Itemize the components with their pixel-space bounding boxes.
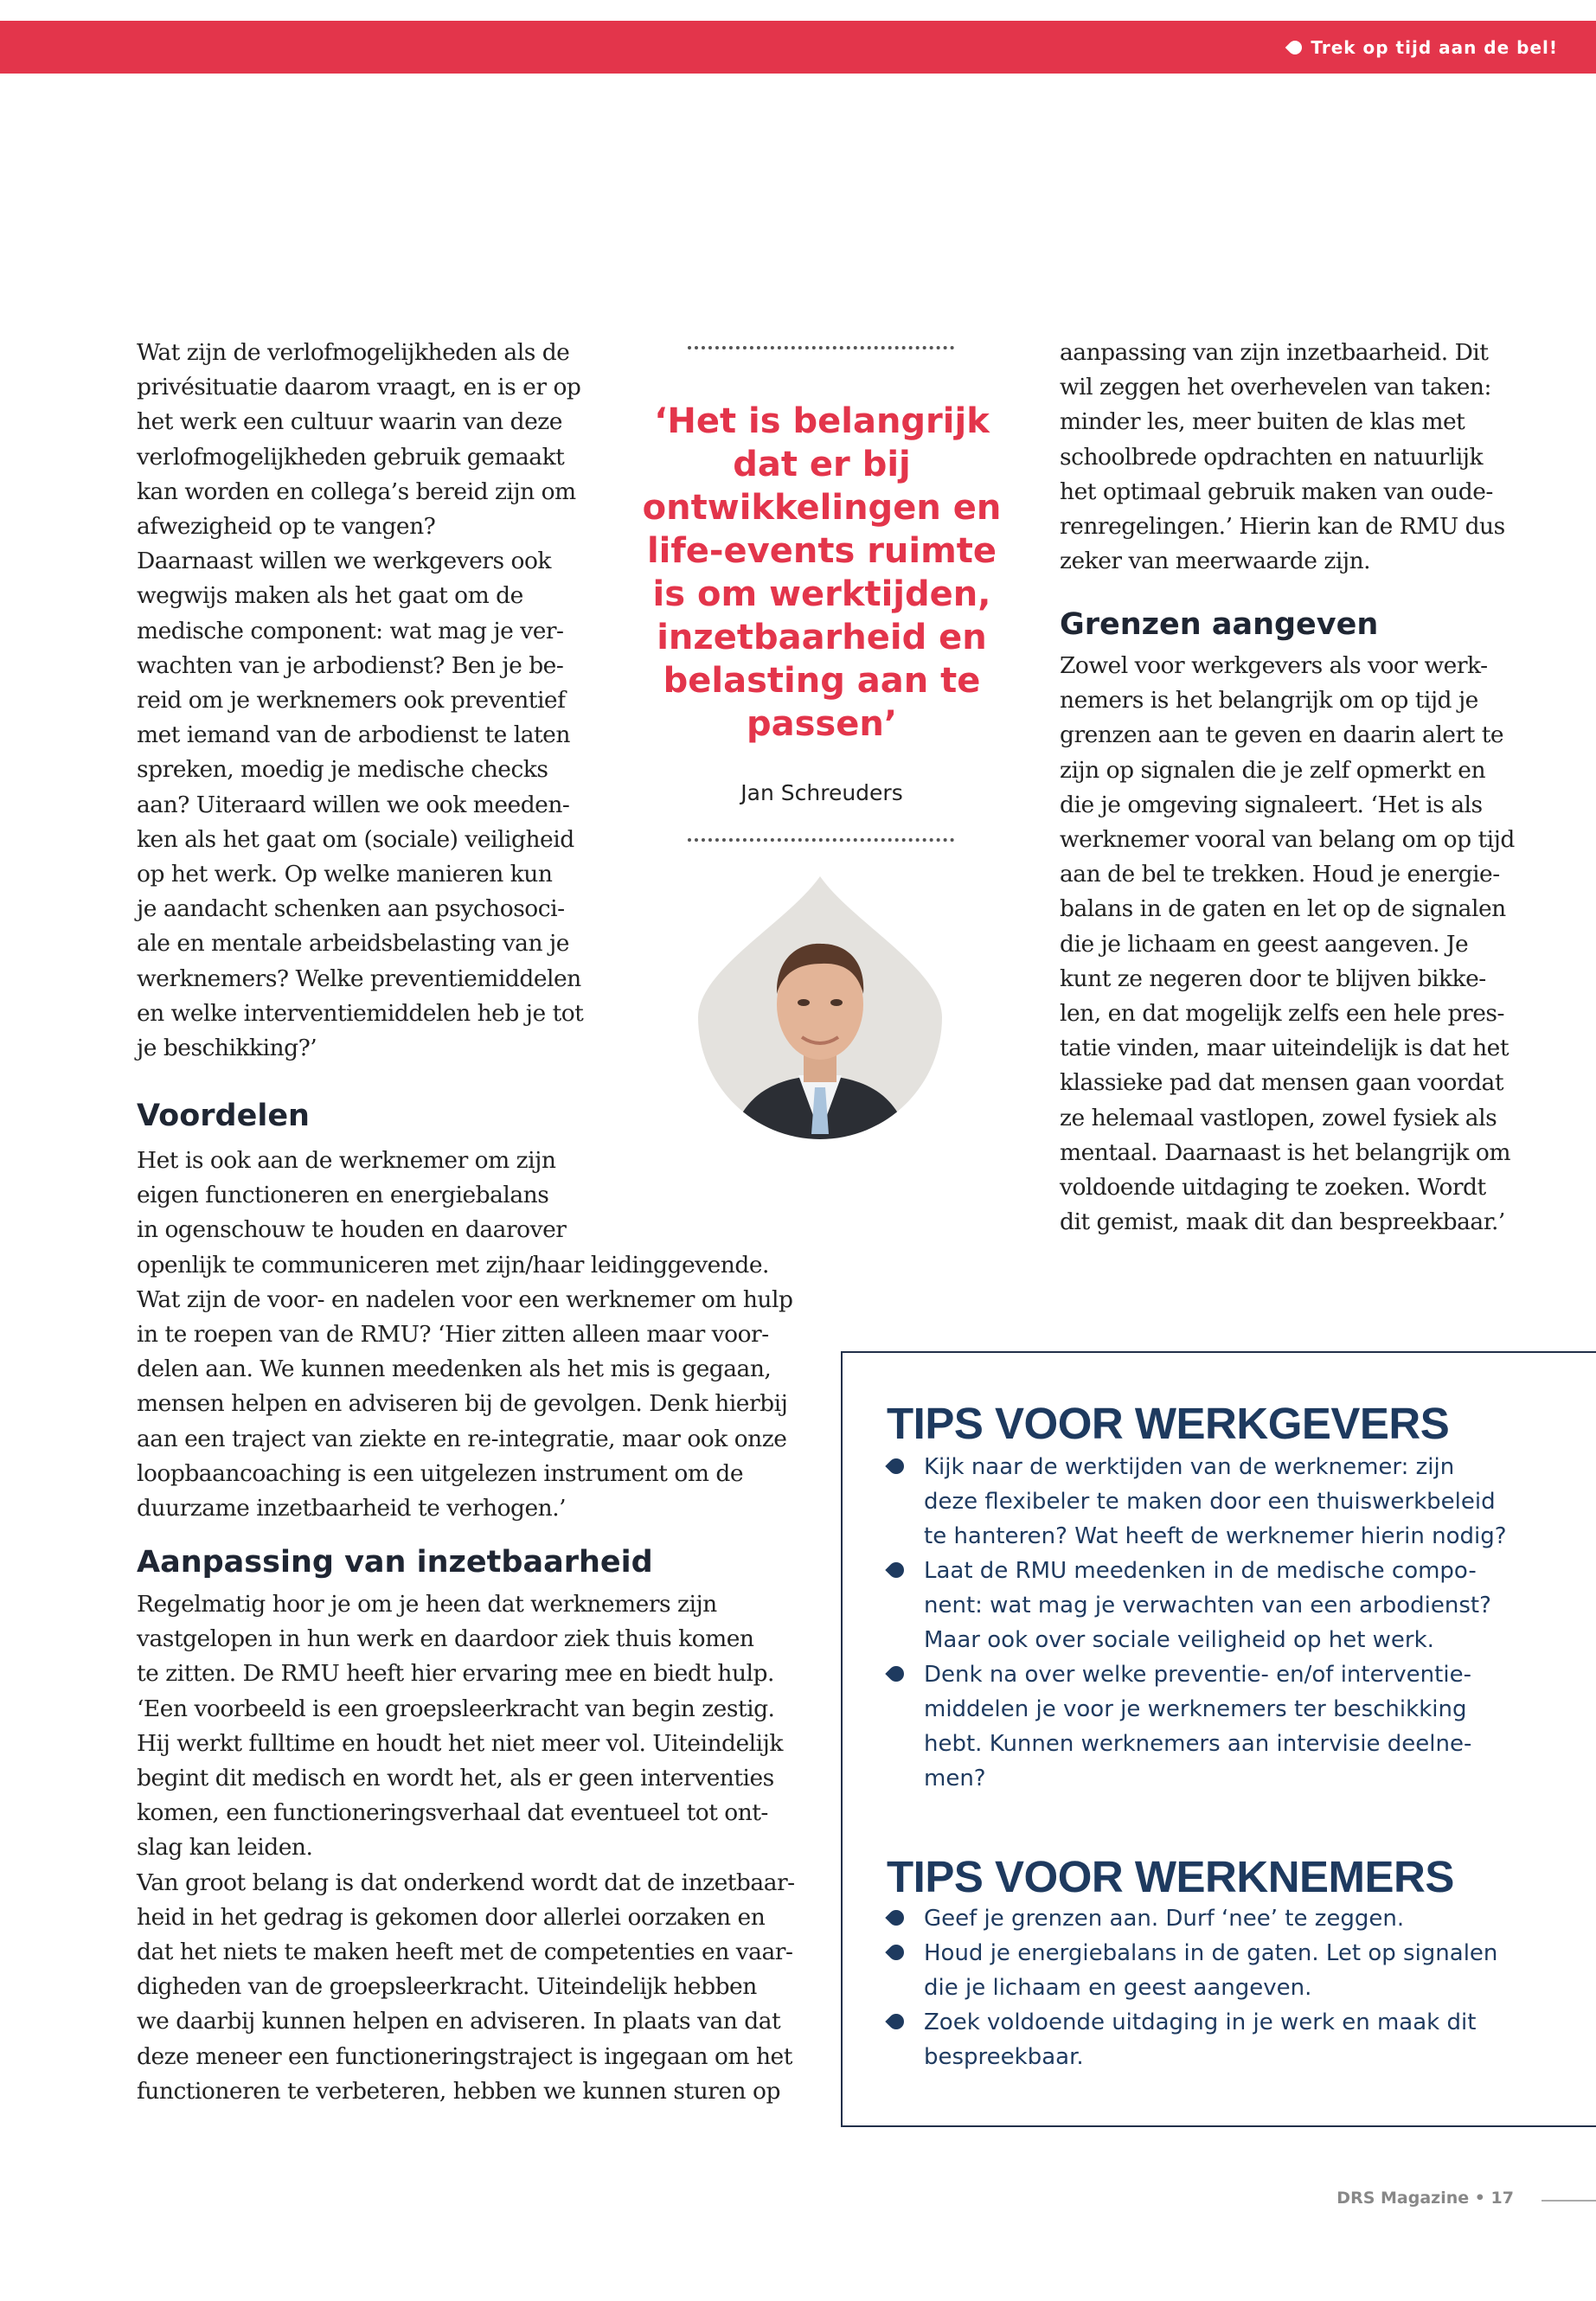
text-line: Van groot belang is dat onderkend wordt dat de inzetbaar- <box>137 1868 795 1896</box>
quote-author: Jan Schreuders <box>740 780 903 805</box>
tip-item <box>887 1657 1579 1796</box>
text-line: balans in de gaten en let op de signalen <box>1060 895 1506 923</box>
grenzen-heading: Grenzen aangeven <box>1060 607 1379 642</box>
text-line: zeker van meerwaarde zijn. <box>1060 548 1371 575</box>
tip-item <box>887 1901 1579 1936</box>
text-line: renregelingen.’ Hierin kan de RMU dus <box>1060 513 1505 541</box>
text-line: dit gemist, maak dit dan bespreekbaar.’ <box>1060 1208 1505 1236</box>
footer-rule <box>1542 2200 1596 2202</box>
text-line: len, en dat mogelijk zelfs een hele pres- <box>1060 1000 1504 1028</box>
text-line: mensen helpen en adviseren bij de gevolgen. Denk hierbij <box>137 1390 788 1418</box>
text-line: wachten van je arbodienst? Ben je be- <box>137 651 564 679</box>
text-line: Hij werkt fulltime en houdt het niet meer vol. Uiteindelijk <box>137 1729 783 1757</box>
tip-line: Maar ook over sociale veiligheid op het werk. <box>924 1627 1434 1653</box>
text-line: dat het niets te maken heeft met de competenties en vaar- <box>137 1939 793 1966</box>
bullet-drop-icon <box>885 2010 907 2032</box>
tip-item <box>887 1554 1579 1657</box>
bullet-drop-icon <box>885 1941 907 1963</box>
left-column-text <box>137 336 604 1066</box>
aanpassing-body <box>137 1587 811 2109</box>
page-number: 17 <box>1490 2189 1514 2208</box>
text-line: grenzen aan te geven en daarin alert te <box>1060 721 1504 749</box>
text-line: verlofmogelijkheden gebruik gemaakt <box>137 443 565 471</box>
tip-line: te hanteren? Wat heeft de werknemer hierin nodig? <box>924 1523 1507 1549</box>
quote-line: ‘Het is belangrijk <box>654 401 990 441</box>
tip-line: Laat de RMU meedenken in de medische compo- <box>924 1558 1477 1584</box>
text-line: wegwijs maken als het gaat om de <box>137 582 523 610</box>
text-line: privésituatie daarom vraagt, en is er op <box>137 374 581 401</box>
quote-line: passen’ <box>746 704 898 744</box>
text-line: schoolbrede opdrachten en natuurlijk <box>1060 443 1484 471</box>
quote-divider-top <box>688 346 954 349</box>
text-line: tatie vinden, maar uiteindelijk is dat het <box>1060 1035 1509 1062</box>
footer <box>1336 2189 1514 2208</box>
text-line: ze helemaal vastlopen, zowel fysiek als <box>1060 1104 1497 1131</box>
text-line: die je lichaam en geest aangeven. Je <box>1060 930 1469 958</box>
text-line: slag kan leiden. <box>137 1834 313 1862</box>
text-line: functioneren te verbeteren, hebben we kunnen sturen op <box>137 2077 780 2105</box>
tip-line: hebt. Kunnen werknemers aan intervisie deelne- <box>924 1731 1472 1757</box>
quote-line: inzetbaarheid en <box>657 618 987 657</box>
text-line: Wat zijn de voor- en nadelen voor een werknemer om hulp <box>137 1285 793 1313</box>
tips-werknemers-title: TIPS VOOR WERKNEMERS <box>887 1852 1454 1901</box>
text-line: ale en mentale arbeidsbelasting van je <box>137 930 569 958</box>
text-line: delen aan. We kunnen meedenken als het mis is gegaan, <box>137 1356 772 1383</box>
drop-icon <box>1285 38 1305 58</box>
voordelen-body <box>137 1144 811 1526</box>
text-line: met iemand van de arbodienst te laten <box>137 721 570 749</box>
text-line: mentaal. Daarnaast is het belangrijk om <box>1060 1138 1510 1166</box>
text-line: je beschikking?’ <box>137 1035 317 1062</box>
pull-quote <box>640 400 1003 746</box>
text-line: spreken, moedig je medische checks <box>137 756 548 784</box>
tips-werkgevers-title: TIPS VOOR WERKGEVERS <box>887 1399 1450 1448</box>
tip-line: bespreekbaar. <box>924 2044 1084 2070</box>
bullet-drop-icon <box>885 1907 907 1928</box>
text-line: kunt ze negeren door te blijven bikke- <box>1060 965 1486 992</box>
text-line: ken als het gaat om (sociale) veiligheid <box>137 825 574 853</box>
text-line: het optimaal gebruik maken van oude- <box>1060 478 1493 505</box>
text-line: digheden van de groepsleerkracht. Uiteindelijk hebben <box>137 1973 757 2001</box>
text-line: heid in het gedrag is gekomen door allerlei oorzaken en <box>137 1903 766 1931</box>
text-line: wil zeggen het overhevelen van taken: <box>1060 374 1491 401</box>
text-line: aan een traject van ziekte en re-integratie, maar ook onze <box>137 1425 787 1452</box>
text-line: Regelmatig hoor je om je heen dat werknemers zijn <box>137 1591 717 1618</box>
bullet-drop-icon <box>885 1455 907 1477</box>
bullet-drop-icon <box>885 1663 907 1684</box>
text-line: vastgelopen in hun werk en daardoor ziek thuis komen <box>137 1625 754 1653</box>
tips-werkgevers-list <box>887 1450 1579 1796</box>
text-line: aanpassing van zijn inzetbaarheid. Dit <box>1060 339 1489 366</box>
grenzen-body <box>1060 649 1544 1240</box>
text-line: kan worden en collega’s bereid zijn om <box>137 478 576 505</box>
text-line: het werk een cultuur waarin van deze <box>137 408 562 436</box>
portrait-photo <box>696 875 944 1140</box>
tip-line: Zoek voldoende uitdaging in je werk en maak dit <box>924 2009 1477 2035</box>
text-line: klassieke pad dat mensen gaan voordat <box>1060 1069 1504 1097</box>
header-bar <box>0 21 1596 74</box>
aanpassing-heading: Aanpassing van inzetbaarheid <box>137 1545 653 1580</box>
tip-line: men? <box>924 1766 986 1791</box>
magazine-name: DRS Magazine <box>1336 2189 1470 2208</box>
text-line: begint dit medisch en wordt het, als er geen interventies <box>137 1765 774 1792</box>
text-line: afwezigheid op te vangen? <box>137 513 436 541</box>
text-line: aan? Uiteraard willen we ook meeden- <box>137 791 570 818</box>
text-line: deze meneer een functioneringstraject is ingegaan om het <box>137 2042 792 2070</box>
tip-line: Kijk naar de werktijden van de werknemer: zijn <box>924 1454 1455 1480</box>
bullet-drop-icon <box>885 1559 907 1580</box>
text-line: op het werk. Op welke manieren kun <box>137 861 553 888</box>
tips-werknemers-list <box>887 1901 1579 2074</box>
text-line: ‘Een voorbeeld is een groepsleerkracht van begin zestig. <box>137 1695 775 1722</box>
text-line: in ogenschouw te houden en daarover <box>137 1216 567 1244</box>
text-line: eigen functioneren en energiebalans <box>137 1182 549 1209</box>
tip-item <box>887 1450 1579 1554</box>
footer-separator: • <box>1474 2189 1485 2208</box>
text-line: aan de bel te trekken. Houd je energie- <box>1060 861 1500 888</box>
text-line: minder les, meer buiten de klas met <box>1060 408 1465 436</box>
tip-item <box>887 1936 1579 2005</box>
tip-item <box>887 2005 1579 2074</box>
text-line: Daarnaast willen we werkgevers ook <box>137 548 551 575</box>
text-line: medische component: wat mag je ver- <box>137 617 564 644</box>
text-line: werknemers? Welke preventiemiddelen <box>137 965 581 992</box>
tip-line: Houd je energiebalans in de gaten. Let op signalen <box>924 1940 1498 1966</box>
right-column-top-text <box>1060 336 1544 579</box>
header-tag <box>1288 37 1558 58</box>
tip-line: nent: wat mag je verwachten van een arbodienst? <box>924 1593 1491 1618</box>
text-line: Zowel voor werkgevers als voor werk- <box>1060 652 1488 679</box>
text-line: voldoende uitdaging te zoeken. Wordt <box>1060 1174 1486 1202</box>
text-line: loopbaancoaching is een uitgelezen instrument om de <box>137 1459 744 1487</box>
voordelen-heading: Voordelen <box>137 1099 310 1133</box>
text-line: en welke interventiemiddelen heb je tot <box>137 999 584 1027</box>
text-line: Wat zijn de verlofmogelijkheden als de <box>137 339 570 366</box>
text-line: reid om je werknemers ook preventief <box>137 687 566 715</box>
text-line: werknemer vooral van belang om op tijd <box>1060 826 1515 854</box>
tip-line: Geef je grenzen aan. Durf ‘nee’ te zeggen. <box>924 1906 1405 1932</box>
header-tagline: Trek op tijd aan de bel! <box>1311 37 1558 58</box>
text-line: in te roepen van de RMU? ‘Hier zitten alleen maar voor- <box>137 1321 769 1349</box>
quote-line: is om werktijden, <box>652 574 991 614</box>
tip-line: die je lichaam en geest aangeven. <box>924 1975 1312 2001</box>
text-line: Het is ook aan de werknemer om zijn <box>137 1147 556 1174</box>
tip-line: middelen je voor je werknemers ter beschikking <box>924 1696 1467 1722</box>
text-line: komen, een functioneringsverhaal dat eventueel tot ont- <box>137 1799 768 1827</box>
text-line: je aandacht schenken aan psychosoci- <box>137 895 565 923</box>
text-line: te zitten. De RMU heeft hier ervaring mee en biedt hulp. <box>137 1660 774 1688</box>
text-line: duurzame inzetbaarheid te verhogen.’ <box>137 1495 567 1522</box>
text-line: die je omgeving signaleert. ‘Het is als <box>1060 791 1483 818</box>
text-line: openlijk te communiceren met zijn/haar leidinggevende. <box>137 1251 769 1279</box>
quote-divider-bottom <box>688 838 954 842</box>
quote-line: belasting aan te <box>663 661 981 701</box>
quote-line: ontwikkelingen en <box>642 488 1002 528</box>
text-line: nemers is het belangrijk om op tijd je <box>1060 687 1478 715</box>
quote-line: life-events ruimte <box>646 531 997 571</box>
text-line: we daarbij kunnen helpen en adviseren. In plaats van dat <box>137 2008 781 2035</box>
quote-line: dat er bij <box>733 445 911 484</box>
tip-line: Denk na over welke preventie- en/of interventie- <box>924 1662 1471 1688</box>
tip-line: deze flexibeler te maken door een thuiswerkbeleid <box>924 1489 1496 1515</box>
text-line: zijn op signalen die je zelf opmerkt en <box>1060 756 1486 784</box>
